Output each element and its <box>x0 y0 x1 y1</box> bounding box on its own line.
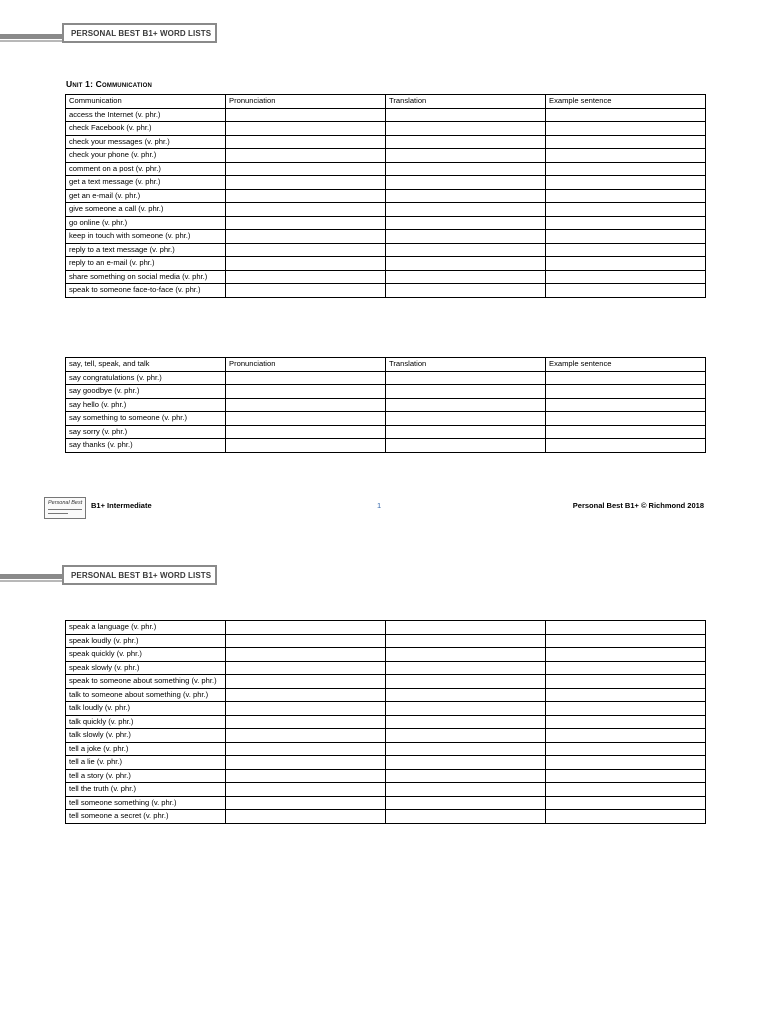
term-cell <box>66 756 226 770</box>
column-header: Pronunciation <box>226 358 386 372</box>
part-of-speech: (v. phr.) <box>94 757 123 766</box>
translation-cell <box>386 108 546 122</box>
example-cell <box>546 769 706 783</box>
table-row <box>66 729 706 743</box>
translation-cell <box>386 176 546 190</box>
part-of-speech: (v. phr.) <box>112 662 140 672</box>
table-body <box>66 108 706 297</box>
term-text: check your phone <box>69 150 129 159</box>
term-cell <box>66 230 226 244</box>
term-text: speak quickly <box>69 649 115 658</box>
page-header-title: PERSONAL BEST B1+ WORD LISTS <box>62 23 217 43</box>
example-cell <box>546 257 706 271</box>
logo-text: Personal Best <box>48 500 83 506</box>
translation-cell <box>386 675 546 689</box>
column-header: Example sentence <box>546 95 706 109</box>
table-row <box>66 425 706 439</box>
pronunciation-cell <box>226 108 386 122</box>
term-cell <box>66 108 226 122</box>
example-cell <box>546 270 706 284</box>
term-cell <box>66 425 226 439</box>
term-text: talk quickly <box>69 716 107 726</box>
translation-cell <box>386 230 546 244</box>
table-row <box>66 385 706 399</box>
translation-cell <box>386 284 546 298</box>
table-row <box>66 810 706 824</box>
table-row <box>66 176 706 190</box>
term-text: go online <box>69 217 100 227</box>
translation-cell <box>386 257 546 271</box>
term-cell <box>66 634 226 648</box>
part-of-speech: (v. phr.) <box>103 730 131 739</box>
part-of-speech: (v. phr.) <box>163 231 191 240</box>
pronunciation-cell <box>226 634 386 648</box>
header-band-lower <box>0 580 65 582</box>
part-of-speech: (v. phr.) <box>142 136 170 146</box>
table-header-row <box>66 95 706 109</box>
pronunciation-cell <box>226 756 386 770</box>
term-cell <box>66 621 226 635</box>
table-row <box>66 257 706 271</box>
unit-title: Unit 1: Communication <box>66 79 152 89</box>
example-cell <box>546 675 706 689</box>
pronunciation-cell <box>226 742 386 756</box>
pronunciation-cell <box>226 412 386 426</box>
pronunciation-cell <box>226 149 386 163</box>
part-of-speech: (v. phr.) <box>102 703 131 712</box>
translation-cell <box>386 412 546 426</box>
part-of-speech: (v. phr.) <box>149 797 177 807</box>
term-text: give someone a call <box>69 204 137 213</box>
personal-best-logo <box>44 497 86 519</box>
example-cell <box>546 398 706 412</box>
part-of-speech: (v. phr.) <box>133 163 161 173</box>
example-cell <box>546 688 706 702</box>
translation-cell <box>386 122 546 136</box>
translation-cell <box>386 810 546 824</box>
example-cell <box>546 284 706 298</box>
table-row <box>66 742 706 756</box>
term-cell <box>66 769 226 783</box>
term-text: talk slowly <box>69 730 104 739</box>
translation-cell <box>386 243 546 257</box>
translation-cell <box>386 425 546 439</box>
translation-cell <box>386 634 546 648</box>
pronunciation-cell <box>226 216 386 230</box>
term-cell <box>66 135 226 149</box>
part-of-speech: (v. phr.) <box>180 271 208 281</box>
word-table-communication <box>65 94 706 298</box>
table-row <box>66 216 706 230</box>
part-of-speech: (v. phr.) <box>99 426 128 436</box>
translation-cell <box>386 742 546 756</box>
pronunciation-cell <box>226 675 386 689</box>
part-of-speech: (v. phr.) <box>141 811 169 820</box>
translation-cell <box>386 796 546 810</box>
part-of-speech: (v. phr.) <box>189 676 217 685</box>
term-cell <box>66 688 226 702</box>
example-cell <box>546 203 706 217</box>
part-of-speech: (v. phr.) <box>128 622 157 631</box>
example-cell <box>546 425 706 439</box>
term-text: speak a language <box>69 622 129 631</box>
term-cell <box>66 715 226 729</box>
table-row <box>66 398 706 412</box>
term-text: check Facebook <box>69 123 125 132</box>
example-cell <box>546 756 706 770</box>
part-of-speech: (v. phr.) <box>136 204 164 213</box>
term-text: say congratulations <box>69 372 135 382</box>
pronunciation-cell <box>226 243 386 257</box>
pronunciation-cell <box>226 270 386 284</box>
example-cell <box>546 135 706 149</box>
column-header: Translation <box>386 95 546 109</box>
part-of-speech: (v. phr.) <box>147 244 175 254</box>
table-row <box>66 783 706 797</box>
pronunciation-cell <box>226 162 386 176</box>
term-text: tell a story <box>69 770 104 780</box>
pronunciation-cell <box>226 810 386 824</box>
term-cell <box>66 702 226 716</box>
part-of-speech: (v. phr.) <box>133 177 161 186</box>
translation-cell <box>386 135 546 149</box>
term-text: talk to someone about something <box>69 689 181 699</box>
example-cell <box>546 634 706 648</box>
table-row <box>66 230 706 244</box>
term-text: tell the truth <box>69 784 109 793</box>
table-row <box>66 688 706 702</box>
translation-cell <box>386 270 546 284</box>
term-text: comment on a post <box>69 163 134 173</box>
word-table-continued <box>65 620 706 824</box>
example-cell <box>546 385 706 399</box>
footer-copyright: Personal Best B1+ © Richmond 2018 <box>572 501 704 510</box>
term-cell <box>66 284 226 298</box>
footer-level: B1+ Intermediate <box>91 501 152 510</box>
pronunciation-cell <box>226 783 386 797</box>
pronunciation-cell <box>226 122 386 136</box>
table-row <box>66 756 706 770</box>
example-cell <box>546 108 706 122</box>
header-band-lower <box>0 40 65 42</box>
term-cell <box>66 439 226 453</box>
term-cell <box>66 810 226 824</box>
translation-cell <box>386 648 546 662</box>
part-of-speech: (v. phr.) <box>103 770 131 780</box>
pronunciation-cell <box>226 203 386 217</box>
translation-cell <box>386 702 546 716</box>
term-text: get an e-mail <box>69 190 113 200</box>
term-cell <box>66 371 226 385</box>
pronunciation-cell <box>226 425 386 439</box>
table-body <box>66 621 706 824</box>
part-of-speech: (v. phr.) <box>105 440 133 449</box>
table-header-row <box>66 358 706 372</box>
header-band <box>0 574 65 579</box>
pronunciation-cell <box>226 439 386 453</box>
part-of-speech: (v. phr.) <box>108 784 136 793</box>
term-text: say sorry <box>69 426 100 436</box>
translation-cell <box>386 621 546 635</box>
table-row <box>66 149 706 163</box>
part-of-speech: (v. phr.) <box>180 689 209 699</box>
term-text: reply to an e-mail <box>69 258 128 267</box>
term-text: speak slowly <box>69 662 113 672</box>
translation-cell <box>386 385 546 399</box>
term-cell <box>66 385 226 399</box>
term-cell <box>66 243 226 257</box>
example-cell <box>546 702 706 716</box>
term-cell <box>66 783 226 797</box>
example-cell <box>546 796 706 810</box>
column-header: say, tell, speak, and talk <box>66 358 226 372</box>
term-text: tell a joke <box>69 743 102 753</box>
translation-cell <box>386 149 546 163</box>
part-of-speech: (v. phr.) <box>99 217 128 227</box>
term-cell <box>66 675 226 689</box>
part-of-speech: (v. phr.) <box>101 743 129 753</box>
header-band <box>0 34 65 39</box>
pronunciation-cell <box>226 371 386 385</box>
pronunciation-cell <box>226 715 386 729</box>
translation-cell <box>386 162 546 176</box>
example-cell <box>546 149 706 163</box>
part-of-speech: (v. phr.) <box>112 386 140 395</box>
pronunciation-cell <box>226 385 386 399</box>
term-text: keep in touch with someone <box>69 231 164 240</box>
term-cell <box>66 216 226 230</box>
column-header: Communication <box>66 95 226 109</box>
term-cell <box>66 149 226 163</box>
pronunciation-cell <box>226 257 386 271</box>
example-cell <box>546 742 706 756</box>
term-text: say hello <box>69 399 99 409</box>
term-text: reply to a text message <box>69 244 148 254</box>
part-of-speech: (v. phr.) <box>114 649 142 658</box>
column-header: Translation <box>386 358 546 372</box>
example-cell <box>546 783 706 797</box>
pronunciation-cell <box>226 702 386 716</box>
pronunciation-cell <box>226 769 386 783</box>
term-cell <box>66 742 226 756</box>
translation-cell <box>386 715 546 729</box>
table-row <box>66 108 706 122</box>
word-table-say-tell-speak-talk <box>65 357 706 453</box>
example-cell <box>546 122 706 136</box>
term-text: access the Internet <box>69 109 134 119</box>
pronunciation-cell <box>226 230 386 244</box>
example-cell <box>546 371 706 385</box>
term-text: share something on social media <box>69 271 181 281</box>
translation-cell <box>386 189 546 203</box>
table-row <box>66 675 706 689</box>
pronunciation-cell <box>226 398 386 412</box>
table-row <box>66 162 706 176</box>
translation-cell <box>386 783 546 797</box>
example-cell <box>546 439 706 453</box>
term-cell <box>66 661 226 675</box>
term-text: tell a lie <box>69 757 95 766</box>
table-row <box>66 621 706 635</box>
term-text: say something to someone <box>69 413 160 422</box>
term-cell <box>66 176 226 190</box>
example-cell <box>546 243 706 257</box>
term-cell <box>66 162 226 176</box>
table-row <box>66 284 706 298</box>
logo-line <box>48 513 68 514</box>
table-row <box>66 661 706 675</box>
table-row <box>66 270 706 284</box>
part-of-speech: (v. phr.) <box>173 285 201 294</box>
translation-cell <box>386 661 546 675</box>
translation-cell <box>386 216 546 230</box>
translation-cell <box>386 439 546 453</box>
example-cell <box>546 189 706 203</box>
example-cell <box>546 661 706 675</box>
term-text: speak to someone about something <box>69 676 190 685</box>
part-of-speech: (v. phr.) <box>111 635 139 645</box>
term-cell <box>66 729 226 743</box>
column-header: Pronunciation <box>226 95 386 109</box>
example-cell <box>546 216 706 230</box>
translation-cell <box>386 371 546 385</box>
table-row <box>66 796 706 810</box>
example-cell <box>546 648 706 662</box>
page-header-title: PERSONAL BEST B1+ WORD LISTS <box>62 565 217 585</box>
table-row <box>66 203 706 217</box>
term-cell <box>66 203 226 217</box>
term-text: speak loudly <box>69 635 112 645</box>
translation-cell <box>386 203 546 217</box>
term-text: tell someone something <box>69 797 150 807</box>
term-cell <box>66 257 226 271</box>
pronunciation-cell <box>226 135 386 149</box>
table-row <box>66 243 706 257</box>
term-cell <box>66 189 226 203</box>
term-text: say goodbye <box>69 386 113 395</box>
term-cell <box>66 412 226 426</box>
part-of-speech: (v. phr.) <box>133 109 161 119</box>
term-cell <box>66 398 226 412</box>
term-text: speak to someone face-to-face <box>69 285 174 294</box>
example-cell <box>546 729 706 743</box>
example-cell <box>546 230 706 244</box>
part-of-speech: (v. phr.) <box>124 123 152 132</box>
part-of-speech: (v. phr.) <box>159 413 188 422</box>
table-row <box>66 715 706 729</box>
term-text: talk loudly <box>69 703 103 712</box>
pronunciation-cell <box>226 688 386 702</box>
pronunciation-cell <box>226 648 386 662</box>
term-cell <box>66 122 226 136</box>
logo-line <box>48 509 82 510</box>
example-cell <box>546 412 706 426</box>
translation-cell <box>386 688 546 702</box>
translation-cell <box>386 756 546 770</box>
table-row <box>66 702 706 716</box>
translation-cell <box>386 729 546 743</box>
term-text: get a text message <box>69 177 134 186</box>
page-footer <box>44 497 704 521</box>
pronunciation-cell <box>226 176 386 190</box>
term-cell <box>66 648 226 662</box>
table-row <box>66 439 706 453</box>
table-body <box>66 371 706 452</box>
table-row <box>66 412 706 426</box>
example-cell <box>546 162 706 176</box>
table-row <box>66 189 706 203</box>
part-of-speech: (v. phr.) <box>112 190 141 200</box>
table-row <box>66 634 706 648</box>
pronunciation-cell <box>226 189 386 203</box>
part-of-speech: (v. phr.) <box>128 150 157 159</box>
part-of-speech: (v. phr.) <box>98 399 127 409</box>
translation-cell <box>386 398 546 412</box>
table-row <box>66 371 706 385</box>
example-cell <box>546 810 706 824</box>
example-cell <box>546 715 706 729</box>
pronunciation-cell <box>226 796 386 810</box>
part-of-speech: (v. phr.) <box>106 716 134 726</box>
part-of-speech: (v. phr.) <box>134 372 162 382</box>
page-number: 1 <box>377 501 382 510</box>
translation-cell <box>386 769 546 783</box>
pronunciation-cell <box>226 661 386 675</box>
term-text: say thanks <box>69 440 106 449</box>
term-text: check your messages <box>69 136 143 146</box>
table-row <box>66 135 706 149</box>
term-cell <box>66 270 226 284</box>
example-cell <box>546 176 706 190</box>
pronunciation-cell <box>226 621 386 635</box>
pronunciation-cell <box>226 729 386 743</box>
pronunciation-cell <box>226 284 386 298</box>
term-cell <box>66 796 226 810</box>
table-row <box>66 769 706 783</box>
table-row <box>66 122 706 136</box>
table-row <box>66 648 706 662</box>
example-cell <box>546 621 706 635</box>
column-header: Example sentence <box>546 358 706 372</box>
part-of-speech: (v. phr.) <box>127 258 155 267</box>
term-text: tell someone a secret <box>69 811 142 820</box>
